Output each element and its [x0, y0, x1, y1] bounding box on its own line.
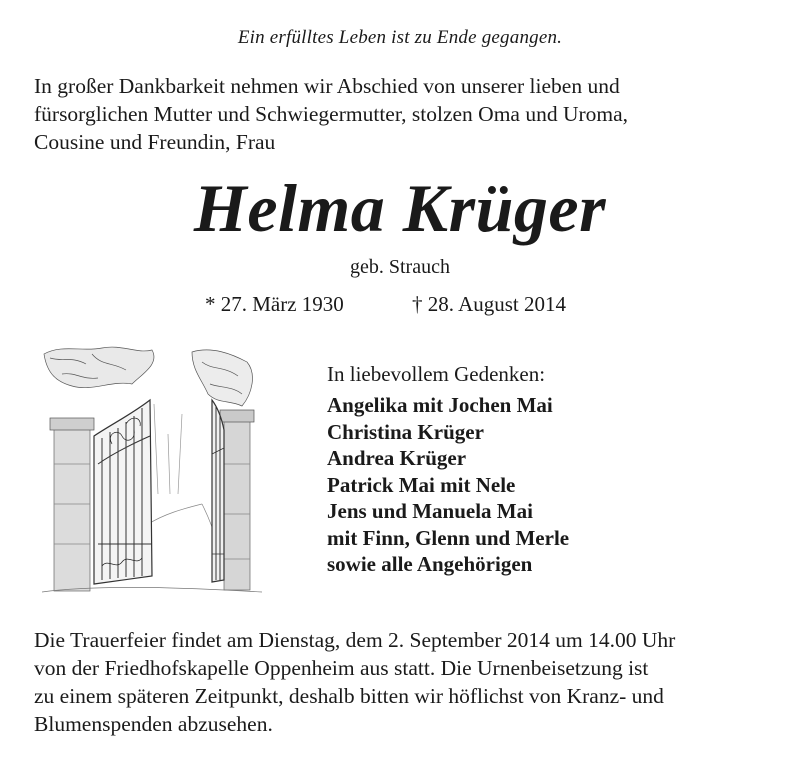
closing-line: von der Friedhofskapelle Oppenheim aus statt. Die Urnenbeisetzung ist	[34, 656, 649, 680]
mourners-block	[327, 360, 767, 578]
motto: Ein erfülltes Leben ist zu Ende gegangen.	[237, 27, 563, 48]
closing-line: zu einem späteren Zeitpunkt, deshalb bitten wir höflichst von Kranz- und	[34, 684, 664, 708]
mourner-name: Andrea Krüger	[327, 446, 467, 470]
intro-text	[34, 72, 774, 156]
intro-line: Cousine und Freundin, Frau	[34, 130, 276, 154]
mourner-name: sowie alle Angehörigen	[327, 552, 533, 576]
intro-line: In großer Dankbarkeit nehmen wir Abschied von unserer lieben und	[34, 74, 620, 98]
mourner-name: Jens und Manuela Mai	[327, 499, 533, 523]
death-date: † 28. August 2014	[412, 292, 567, 316]
closing-line: Blumenspenden abzusehen.	[34, 712, 273, 736]
deceased-name: Helma Krüger	[193, 170, 607, 246]
birth-date: * 27. März 1930	[205, 292, 344, 316]
closing-line: Die Trauerfeier findet am Dienstag, dem 2. September 2014 um 14.00 Uhr	[34, 628, 676, 652]
mourner-name: Christina Krüger	[327, 419, 484, 444]
mourner-name: mit Finn, Glenn und Merle	[327, 525, 570, 550]
open-garden-gate-drawing-icon	[42, 344, 262, 596]
mourner-name: Angelika mit Jochen Mai	[327, 393, 553, 417]
mourner-name: Patrick Mai mit Nele	[327, 472, 516, 497]
intro-line: fürsorglichen Mutter und Schwiegermutter, stolzen Oma und Uroma,	[34, 102, 629, 126]
life-dates	[0, 292, 800, 322]
funeral-details	[34, 626, 779, 738]
maiden-name: geb. Strauch	[350, 256, 450, 278]
mourners-heading: In liebevollem Gedenken:	[327, 362, 546, 386]
